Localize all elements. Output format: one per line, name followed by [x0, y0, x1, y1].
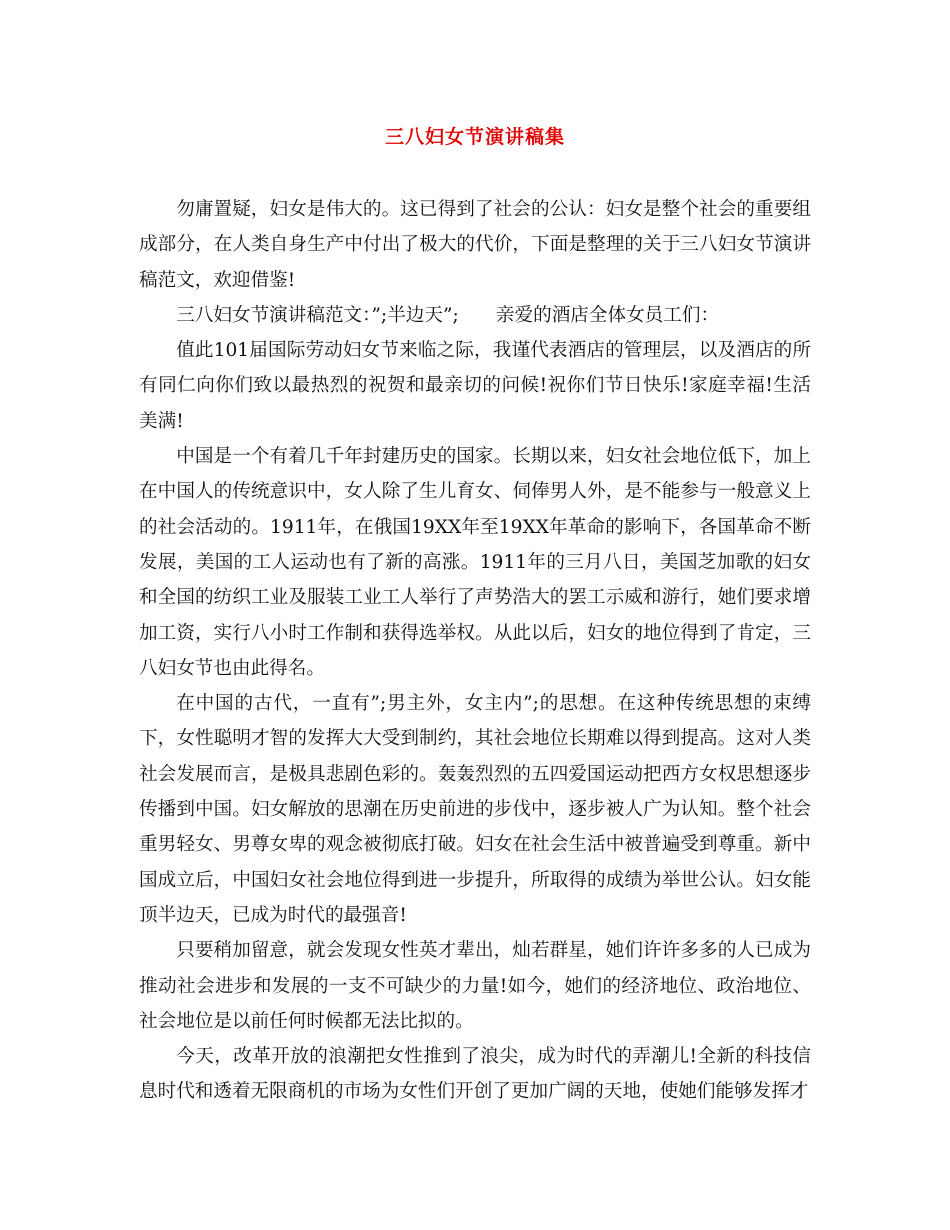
paragraph: 在中国的古代，一直有”;男主外，女主内”;的思想。在这种传统思想的束缚下，女性聪明才智的发挥大大受到制约，其社会地位长期难以得到提高。这对人类社会发展而言，是极具悲剧色彩的。轰轰烈烈的五四爱国运动把西方女权思想逐步传播到中国。妇女解放的思潮在历史前进的步伐中，逐步被人广为认知。整个社会重男轻女、男尊女卑的观念被彻底打破。妇女在社会生活中被普遍受到尊重。新中国成立后，中国妇女社会地位得到进一步提升，所取得的成绩为举世公认。妇女能顶半边天，已成为时代的最强音!	[139, 693, 811, 926]
paragraph: 今天，改革开放的浪潮把女性推到了浪尖，成为时代的弄潮儿!全新的科技信息时代和透着无限商机的市场为女性们开创了更加广阔的天地，使她们能够发挥才	[139, 1046, 811, 1103]
paragraph: 只要稍加留意，就会发现女性英才辈出，灿若群星，她们许许多多的人已成为推动社会进步和发展的一支不可缺少的力量!如今，她们的经济地位、政治地位、社会地位是以前任何时候都无法比拟的。	[139, 940, 811, 1032]
paragraph: 值此101届国际劳动妇女节来临之际，我谨代表酒店的管理层，以及酒店的所有同仁向你们致以最热烈的祝贺和最亲切的问候!祝你们节日快乐!家庭幸福!生活美满!	[139, 340, 811, 432]
document-title: 三八妇女节演讲稿集	[384, 126, 565, 148]
paragraph: 三八妇女节演讲稿范文：”;半边天”; 亲爱的酒店全体女员工们：	[176, 304, 720, 326]
paragraph: 中国是一个有着几千年封建历史的国家。长期以来，妇女社会地位低下，加上在中国人的传统意识中，女人除了生儿育女、伺俸男人外，是不能参与一般意义上的社会活动的。1911年，在俄国19XX年至19XX年革命的影响下，各国革命不断发展，美国的工人运动也有了新的高涨。1911年的三月八日，美国芝加歌的妇女和全国的纺织工业及服装工业工人举行了声势浩大的罢工示威和游行，她们要求增加工资，实行八小时工作制和获得选举权。从此以后，妇女的地位得到了肯定，三八妇女节也由此得名。	[139, 446, 811, 679]
document-body	[139, 192, 811, 1110]
paragraph: 勿庸置疑，妇女是伟大的。这已得到了社会的公认：妇女是整个社会的重要组成部分，在人类自身生产中付出了极大的代价，下面是整理的关于三八妇女节演讲稿范文，欢迎借鉴!	[139, 199, 811, 291]
